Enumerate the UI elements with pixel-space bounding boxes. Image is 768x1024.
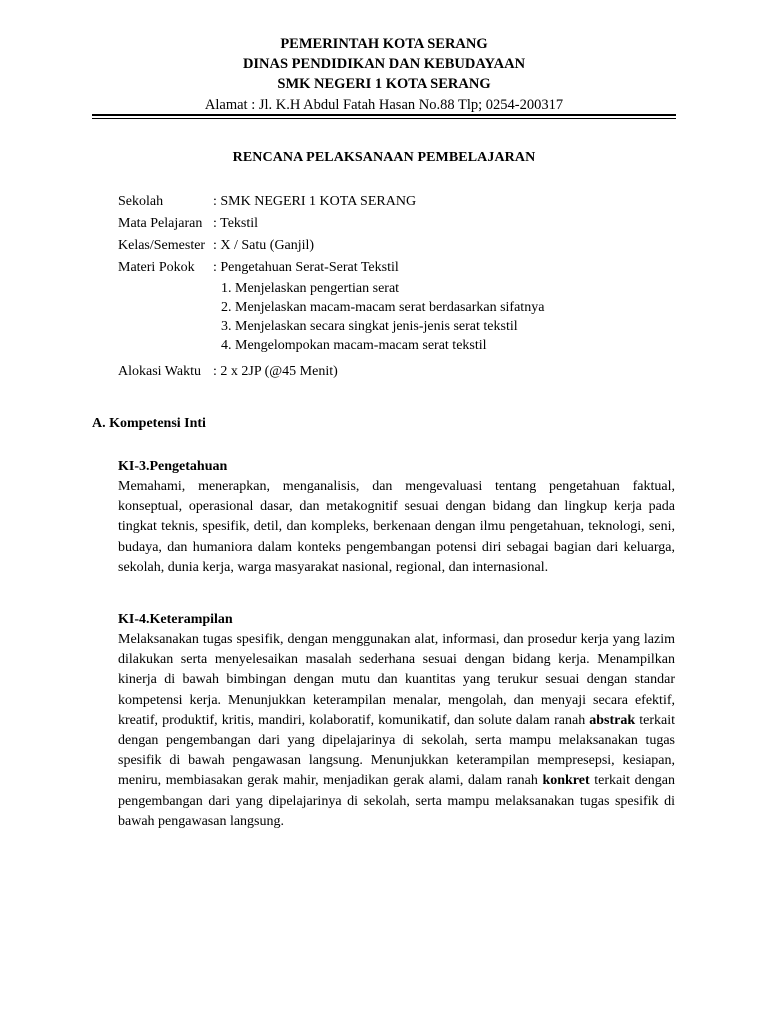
info-value: : Tekstil: [213, 216, 259, 231]
letterhead-address: Alamat : Jl. K.H Abdul Fatah Hasan No.88 Tlp; 0254-200317: [204, 97, 564, 113]
ki4-text: terkait dengan pengembangan dari yang dipelajarinya di sekolah, serta mampu melaksanakan tugas spesifik di bawah pengawasan langsung.: [118, 773, 676, 829]
identity-block: [118, 191, 544, 355]
letterhead: [0, 34, 768, 116]
ki3-block: [118, 457, 675, 578]
info-label: Mata Pelajaran: [118, 216, 203, 231]
section-heading: A. Kompetensi Inti: [92, 416, 206, 431]
ki4-bold-term: konkret: [542, 773, 590, 789]
info-row-materi: [118, 257, 544, 355]
info-row-alokasi: [118, 364, 338, 380]
ki4-bold-term: abstrak: [589, 712, 636, 728]
ki4-title: KI-4.Keterampilan: [118, 612, 233, 627]
materi-list: [213, 279, 544, 355]
document-title: RENCANA PELAKSANAAN PEMBELAJARAN: [232, 150, 536, 165]
letterhead-divider-thin: [92, 118, 676, 119]
list-item: 4. Mengelompokan macam-macam serat tekstil: [221, 338, 487, 353]
info-value: : Pengetahuan Serat-Serat Tekstil: [213, 260, 399, 275]
letterhead-government: PEMERINTAH KOTA SERANG: [280, 36, 488, 52]
ki4-text: Melaksanakan tugas spesifik, dengan menggunakan alat, informasi, dan prosedur kerja yang lazim dilakukan serta menyelesaikan masalah sederhana sesuai dengan bidang kerja. Menampilkan kinerja di bawah bimbingan dengan mutu dan kuantitas yang terukur sesuai dengan standar kompetensi kerja. Menunjukkan keterampilan menalar, mengolah, dan menyaji secara efektif, kreatif, produktif, kritis, mandiri, kolaboratif, komunikatif, dan solute dalam ranah: [118, 632, 675, 728]
info-row-kelas: [118, 235, 544, 257]
info-row-mapel: [118, 213, 544, 235]
ki4-block: [118, 610, 675, 832]
materi-block: [213, 257, 544, 355]
letterhead-department: DINAS PENDIDIKAN DAN KEBUDAYAAN: [242, 56, 526, 72]
info-value: : X / Satu (Ganjil): [213, 238, 315, 253]
ki4-body: [118, 630, 675, 832]
info-value: : SMK NEGERI 1 KOTA SERANG: [213, 194, 417, 209]
letterhead-divider-thick: [92, 114, 676, 116]
list-item: 2. Menjelaskan macam-macam serat berdasarkan sifatnya: [221, 300, 545, 315]
info-label: Materi Pokok: [118, 260, 195, 275]
ki3-body: Memahami, menerapkan, menganalisis, dan mengevaluasi tentang pengetahuan faktual, konseptual, operasional dasar, dan metakognitif sesuai dengan bidang dan lingkup kerja pada tingkat teknis, spesifik, detil, dan kompleks, berkenaan dengan ilmu pengetahuan, teknologi, seni, budaya, dan humaniora dalam konteks pengembangan potensi diri sebagai bagian dari keluarga, sekolah, dunia kerja, warga masyarakat nasional, regional, dan internasional.: [118, 479, 675, 575]
info-label: Kelas/Semester: [118, 238, 206, 253]
ki3-title: KI-3.Pengetahuan: [118, 459, 228, 474]
letterhead-school: SMK NEGERI 1 KOTA SERANG: [277, 76, 491, 92]
info-row-sekolah: [118, 191, 544, 213]
info-label: Alokasi Waktu: [118, 364, 201, 379]
ki4-text: terkait dengan pengembangan dari yang dipelajarinya di sekolah, serta mampu melaksanakan tugas spesifik di bawah pengawasan langsung. Menunjukkan keterampilan mempresepsi, kesiapan, meniru, membiasakan gerak mahir, menjadikan gerak alami, dalam ranah: [118, 712, 675, 789]
info-label: Sekolah: [118, 194, 164, 209]
list-item: 3. Menjelaskan secara singkat jenis-jenis serat tekstil: [221, 319, 518, 334]
info-value: : 2 x 2JP (@45 Menit): [213, 364, 338, 379]
list-item: 1. Menjelaskan pengertian serat: [221, 281, 400, 296]
